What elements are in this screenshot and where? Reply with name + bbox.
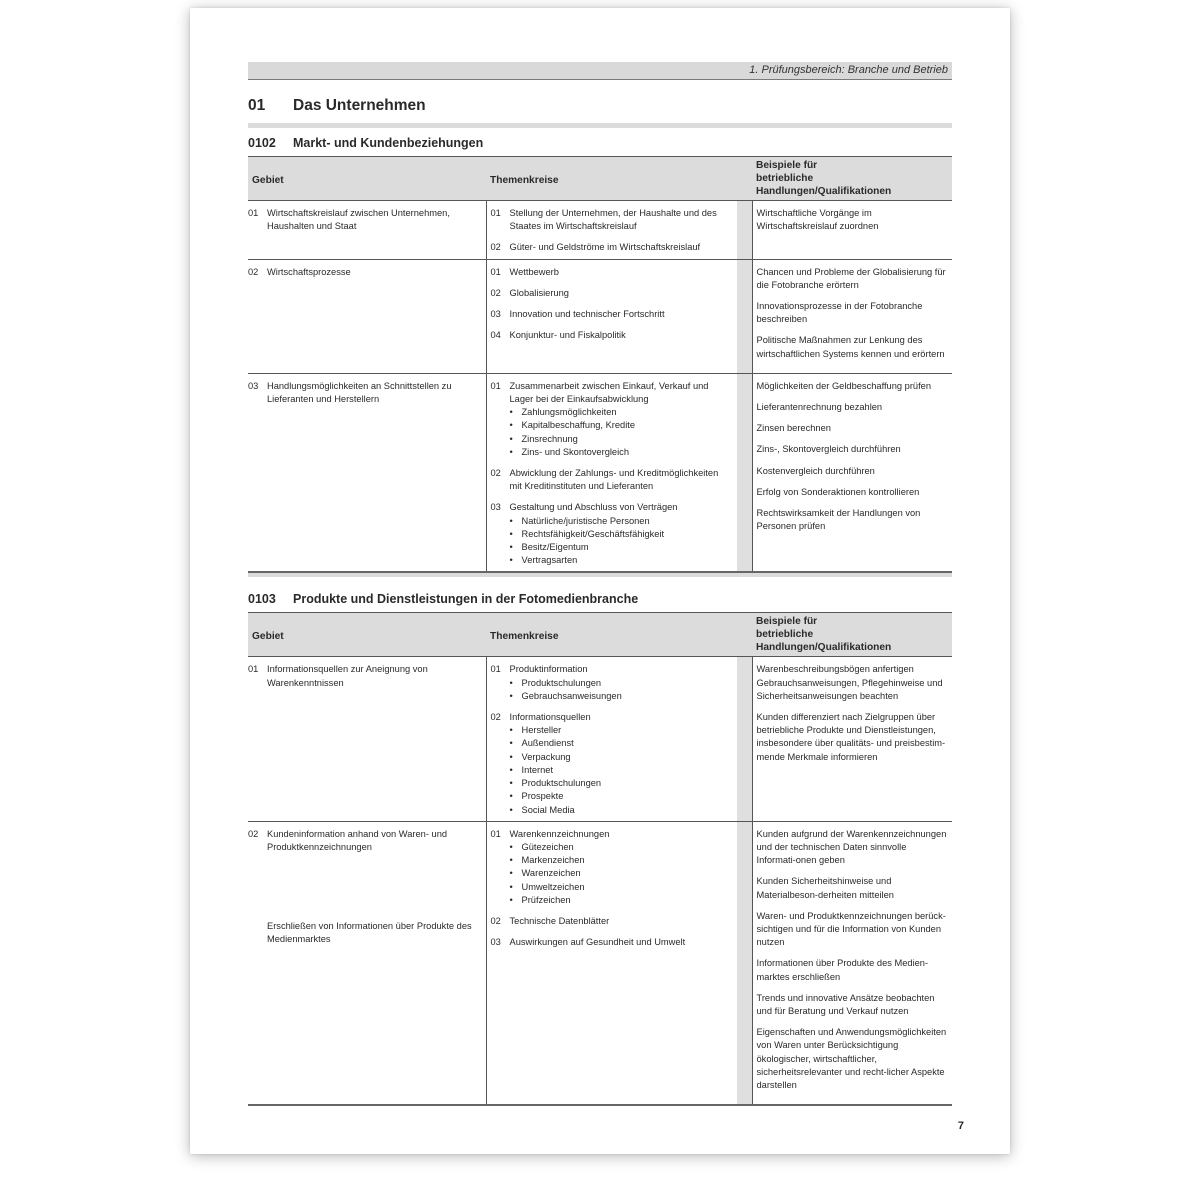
beispiel-item: Zins-, Skontovergleich durchführen: [756, 444, 901, 455]
curriculum-table: [248, 156, 952, 573]
cell-beispiele: [752, 201, 952, 260]
themenkreis-line: [491, 380, 734, 406]
beispiel-item: Möglichkeiten der Geldbeschaffung prüfen: [756, 380, 932, 391]
table-row: [248, 373, 952, 572]
shade-column: [737, 657, 752, 821]
bullet-item: • Internet: [510, 764, 734, 777]
bullet-item: • Verpackung: [510, 751, 734, 764]
bullet-item: • Außendienst: [510, 737, 734, 750]
cell-gebiet: [248, 259, 486, 373]
themenkreis-number: 01: [490, 380, 501, 391]
themenkreis-number: 02: [490, 242, 501, 253]
themenkreis-item: [491, 266, 734, 279]
themenkreis-number: 02: [490, 468, 501, 479]
beispiel-item: Waren- und Produktkennzeichnungen berück-sichtigen und für die Information von Kunden nutzen: [756, 910, 946, 948]
themenkreis-number: 03: [490, 309, 501, 320]
shade-column: [737, 821, 752, 1105]
beispiel-item: Informationen über Produkte des Medien-marktes erschließen: [756, 958, 929, 982]
themenkreis-text: Gestaltung und Abschluss von Verträgen: [509, 502, 678, 513]
page-number: 7: [957, 1120, 964, 1132]
section-number: 0103: [248, 592, 276, 607]
bullet-item: • Produktschulungen: [510, 677, 734, 690]
gebiet-number: 01: [248, 664, 259, 675]
bullet-list: [491, 841, 734, 907]
running-header: [248, 62, 952, 80]
section-heading: [248, 592, 952, 608]
themenkreis-item: [491, 915, 734, 928]
cell-themenkreise: [486, 373, 737, 572]
themenkreis-item: [491, 501, 734, 567]
header-gebiet: Gebiet: [248, 157, 486, 201]
table-row: [248, 201, 952, 260]
bullet-item: • Markenzeichen: [510, 854, 734, 867]
gebiet-text: Wirtschaftsprozesse: [267, 266, 351, 277]
cell-beispiele: [752, 657, 952, 821]
header-beispiele: [752, 157, 952, 201]
themenkreis-line: [491, 287, 734, 300]
beispiel-item: Kostenvergleich durchführen: [756, 465, 875, 476]
themenkreis-item: [491, 711, 734, 817]
table-row: [248, 259, 952, 373]
bullet-item: • Prospekte: [510, 790, 734, 803]
cell-gebiet: [248, 657, 486, 821]
gebiet-text: Wirtschaftskreislauf zwischen Unternehmen, Haushalten und Staat: [267, 208, 450, 232]
beispiel-item: Warenbeschreibungsbögen anfertigen Gebrauchsanweisungen, Pflegehinweise und Sicherheitsanweisungen beachten: [756, 664, 943, 701]
header-spacer: [737, 157, 752, 201]
section-heading: [248, 136, 952, 152]
themenkreis-line: [491, 915, 734, 928]
beispiel-item: Lieferantenrechnung bezahlen: [756, 402, 883, 413]
themenkreis-number: 01: [490, 208, 501, 218]
themenkreis-number: 01: [490, 828, 501, 839]
section-title: Markt- und Kundenbeziehungen: [293, 136, 484, 150]
bullet-list: [491, 406, 734, 459]
cell-beispiele: [752, 373, 952, 572]
gebiet-number: 01: [248, 208, 259, 218]
themenkreis-number: 04: [490, 330, 501, 341]
table-row: [248, 821, 952, 1105]
themenkreis-item: [491, 287, 734, 300]
gebiet-item: [248, 207, 482, 233]
bullet-item: • Gebrauchsanweisungen: [510, 690, 734, 703]
beispiel-item: Chancen und Probleme der Globalisierung für die Fotobranche erörtern: [756, 266, 946, 290]
sections-container: [248, 136, 952, 1106]
cell-themenkreise: [486, 821, 737, 1105]
themenkreis-line: [491, 467, 734, 493]
bullet-item: • Prüfzeichen: [510, 894, 734, 907]
themenkreis-line: [491, 936, 734, 949]
header-beispiele-line2: betriebliche Handlungen/Qualifikationen: [756, 173, 892, 197]
themenkreis-number: 02: [490, 287, 501, 298]
cell-beispiele: [752, 821, 952, 1105]
bullet-item: • Vertragsarten: [510, 554, 734, 567]
themenkreis-text: Technische Datenblätter: [509, 915, 610, 926]
table-row: [248, 657, 952, 821]
themenkreis-line: [491, 711, 734, 724]
cell-themenkreise: [486, 259, 737, 373]
themenkreis-item: [491, 936, 734, 949]
themenkreis-item: [491, 308, 734, 321]
themenkreis-line: [491, 241, 734, 254]
themenkreis-text: Konjunktur- und Fiskalpolitik: [509, 330, 626, 341]
themenkreis-text: Produktinformation: [509, 664, 588, 675]
header-themenkreise: Themenkreise: [486, 157, 737, 201]
themenkreis-text: Informationsquellen: [509, 712, 591, 723]
gebiet-number: 02: [248, 828, 259, 839]
bullet-item: • Natürliche/juristische Personen: [510, 515, 734, 528]
themenkreis-text: Stellung der Unternehmen, der Haushalte und des Staates im Wirtschaftskreislauf: [509, 208, 717, 232]
themenkreis-item: [491, 207, 734, 233]
header-gebiet: Gebiet: [248, 613, 486, 657]
themenkreis-item: [491, 241, 734, 254]
bullet-item: • Zahlungsmöglichkeiten: [510, 406, 734, 419]
cell-gebiet: [248, 821, 486, 1105]
table-header-row: [248, 157, 952, 201]
chapter-title: Das Unternehmen: [293, 97, 426, 114]
bullet-item: • Social Media: [510, 804, 734, 817]
table-header-row: [248, 613, 952, 657]
header-beispiele: [752, 613, 952, 657]
themenkreis-item: [491, 467, 734, 493]
bullet-list: [491, 724, 734, 816]
gebiet-text: Erschließen von Informationen über Produkte des Medienmarktes: [267, 921, 472, 945]
themenkreis-number: 03: [490, 937, 501, 948]
gebiet-item: [248, 920, 482, 946]
gebiet-text: Informationsquellen zur Aneignung von Warenkenntnissen: [267, 664, 428, 688]
header-beispiele-line2: betriebliche Handlungen/Qualifikationen: [756, 629, 892, 654]
themenkreis-text: Globalisierung: [509, 287, 569, 298]
themenkreis-text: Güter- und Geldströme im Wirtschaftskreislauf: [509, 242, 701, 253]
gebiet-number: 03: [248, 380, 259, 391]
gebiet-item: [248, 266, 482, 279]
gebiet-item: [248, 663, 482, 689]
themenkreis-line: [491, 329, 734, 342]
cell-gebiet: [248, 373, 486, 572]
section-divider: [248, 573, 952, 577]
gebiet-item: [248, 828, 482, 854]
gebiet-text: Kundeninformation anhand von Waren- und Produktkennzeichnungen: [267, 828, 448, 852]
header-beispiele-line1: Beispiele für: [756, 616, 818, 628]
bullet-item: • Produktschulungen: [510, 777, 734, 790]
curriculum-table: [248, 612, 952, 1106]
bullet-list: [491, 677, 734, 703]
header-spacer: [737, 613, 752, 657]
themenkreis-line: [491, 663, 734, 676]
gebiet-number: 02: [248, 266, 259, 277]
themenkreis-number: 01: [490, 266, 501, 277]
section-number: 0102: [248, 136, 276, 150]
bullet-item: • Zinsrechnung: [510, 433, 734, 446]
cell-beispiele: [752, 259, 952, 373]
beispiel-item: Zinsen berechnen: [756, 423, 831, 434]
themenkreis-number: 01: [490, 664, 501, 675]
themenkreis-item: [491, 663, 734, 703]
beispiel-item: Wirtschaftliche Vorgänge im Wirtschaftskreislauf zuordnen: [756, 208, 879, 232]
beispiel-item: Politische Maßnahmen zur Lenkung des wirtschaftlichen Systems kennen und erörtern: [756, 335, 945, 359]
themenkreis-number: 03: [490, 502, 501, 513]
themenkreis-line: [491, 501, 734, 514]
beispiel-item: Innovationsprozesse in der Fotobranche beschreiben: [756, 301, 923, 325]
page-content: [248, 62, 952, 1106]
bullet-item: • Warenzeichen: [510, 867, 734, 880]
gebiet-text: Handlungsmöglichkeiten an Schnittstellen zu Lieferanten und Herstellern: [267, 380, 452, 405]
chapter-divider: [248, 123, 952, 128]
themenkreis-line: [491, 308, 734, 321]
document-page: [190, 8, 1010, 1154]
beispiel-item: Rechtswirksamkeit der Handlungen von Personen prüfen: [756, 508, 921, 532]
themenkreis-number: 02: [490, 915, 501, 926]
section-title: Produkte und Dienstleistungen in der Fotomedienbranche: [293, 592, 639, 607]
chapter-number: 01: [248, 97, 266, 114]
cell-gebiet: [248, 201, 486, 260]
running-header-text: 1. Prüfungsbereich: Branche und Betrieb: [749, 64, 948, 76]
bullet-item: • Hersteller: [510, 724, 734, 737]
bullet-item: • Gütezeichen: [510, 841, 734, 854]
beispiel-item: Trends und innovative Ansätze beobachten und für Beratung und Verkauf nutzen: [756, 992, 935, 1016]
header-themenkreise: Themenkreise: [486, 613, 737, 657]
themenkreis-text: Abwicklung der Zahlungs- und Kreditmöglichkeiten mit Kreditinstituten und Lieferanten: [509, 468, 719, 492]
shade-column: [737, 201, 752, 260]
bullet-item: • Besitz/Eigentum: [510, 541, 734, 554]
bullet-item: • Umweltzeichen: [510, 881, 734, 894]
beispiel-item: Kunden differenziert nach Zielgruppen über betriebliche Produkte und Dienstleistungen, insbesondere über qualitäts- und preisbestim-mende Merkmale informieren: [756, 712, 946, 762]
themenkreis-item: [491, 380, 734, 459]
header-beispiele-line1: Beispiele für: [756, 160, 818, 171]
beispiel-item: Kunden aufgrund der Warenkennzeichnungen und der technischen Daten sinnvolle Informati-onen geben: [756, 828, 947, 866]
themenkreis-line: [491, 266, 734, 279]
themenkreis-text: Warenkennzeichnungen: [509, 828, 610, 839]
themenkreis-item: [491, 329, 734, 342]
themenkreis-text: Zusammenarbeit zwischen Einkauf, Verkauf und Lager bei der Einkaufsabwicklung: [509, 380, 709, 405]
cell-themenkreise: [486, 657, 737, 821]
shade-column: [737, 373, 752, 572]
bullet-item: • Rechtsfähigkeit/Geschäftsfähigkeit: [510, 528, 734, 541]
themenkreis-line: [491, 207, 734, 233]
themenkreis-line: [491, 828, 734, 841]
themenkreis-text: Auswirkungen auf Gesundheit und Umwelt: [509, 937, 686, 948]
shade-column: [737, 259, 752, 373]
cell-themenkreise: [486, 201, 737, 260]
bullet-list: [491, 515, 734, 568]
themenkreis-text: Wettbewerb: [509, 266, 559, 277]
gebiet-item: [248, 380, 482, 406]
bullet-item: • Kapitalbeschaffung, Kredite: [510, 419, 734, 432]
themenkreis-text: Innovation und technischer Fortschritt: [509, 309, 665, 320]
gebiet-number: [248, 920, 267, 946]
bullet-item: • Zins- und Skontovergleich: [510, 446, 734, 459]
beispiel-item: Kunden Sicherheitshinweise und Materialbeson-derheiten mitteilen: [756, 876, 894, 900]
beispiel-item: Eigenschaften und Anwendungsmöglichkeiten von Waren unter Berücksichtigung ökologischer, wirtschaftlicher, sicherheitsrelevanter und recht-licher Aspekte darstellen: [756, 1027, 947, 1090]
beispiel-item: Erfolg von Sonderaktionen kontrollieren: [756, 486, 920, 497]
themenkreis-number: 02: [490, 712, 501, 723]
chapter-heading: [248, 97, 952, 117]
themenkreis-item: [491, 828, 734, 907]
